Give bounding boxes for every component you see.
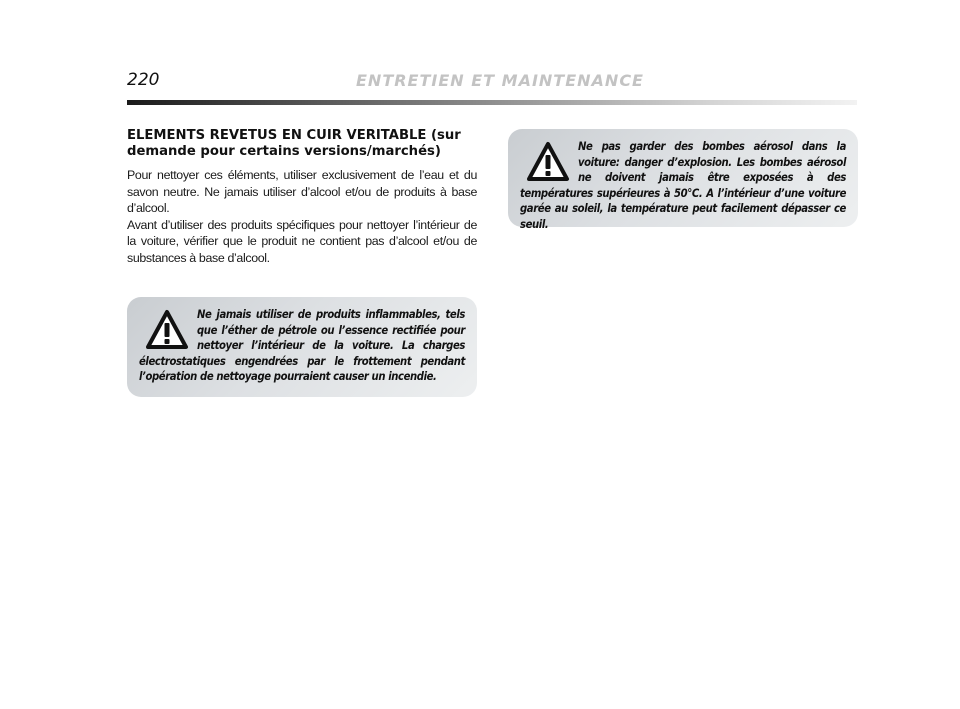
section-title: ELEMENTS REVETUS EN CUIR VERITABLE (sur demande pour certains versions/marchés)	[127, 128, 461, 159]
warning-text: Ne pas garder des bombes aérosol dans la voiture: danger d’explosion. Les bombes aérosol ne doivent jamais être exposées à des températures supérieures à 50°C. A l’intérieur d’une voiture garée au soleil, la température peut facilement dépasser ce seuil.	[520, 140, 846, 231]
body-paragraph: Pour nettoyer ces éléments, utiliser exclusivement de l’eau et du savon neutre. Ne jamais utiliser d’alcool et/ou de produits à base d’alcool.	[127, 168, 477, 215]
body-paragraph: Avant d’utiliser des produits spécifiques pour nettoyer l’intérieur de la voiture, vérifier que le produit ne contient pas d’alcool et/ou de substances à base d’alcool.	[127, 217, 477, 265]
warning-box-flammable	[127, 297, 477, 397]
warning-text: Ne jamais utiliser de produits inflammables, tels que l’éther de pétrole ou l’essence rectifiée pour nettoyer l’intérieur de la voiture. La charges électrostatiques engendrées par le frottement pendant l’opération de nettoyage pourraient causer un incendie.	[139, 308, 465, 384]
page-number: 220	[127, 70, 160, 90]
warning-box-aerosol	[508, 129, 858, 231]
running-header-title: ENTRETIEN ET MAINTENANCE	[356, 71, 644, 90]
warning-triangle-icon	[526, 141, 570, 183]
warning-triangle-icon	[145, 309, 189, 351]
header-rule	[127, 100, 857, 105]
left-column	[127, 128, 477, 266]
